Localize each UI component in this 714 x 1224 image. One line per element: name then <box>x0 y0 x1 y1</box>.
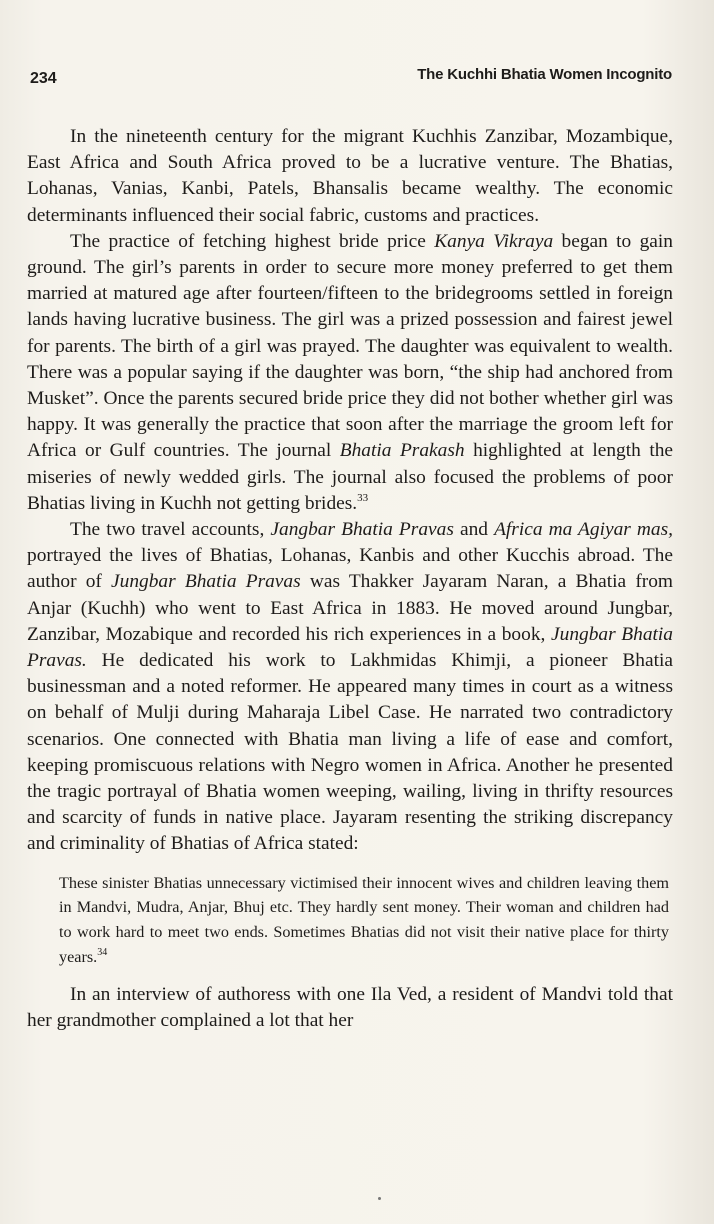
page-speck <box>378 1197 381 1200</box>
footnote-ref-34: 34 <box>97 947 108 959</box>
footnote-ref-33: 33 <box>357 491 369 504</box>
paragraph-1: In the nineteenth century for the migrant Kuchhis Zanzibar, Mozambique, East Africa and South Africa proved to be a lucrative venture. The Bhatias, Lohanas, Vanias, Kanbi, Patels, Bhansalis became wealthy. The economic determinants influenced their social fabric, customs and practices. <box>27 126 673 226</box>
page-number: 234 <box>30 70 57 87</box>
paragraph-3: The two travel accounts, Jangbar Bhatia Pravas and Africa ma Agiyar mas, portrayed the lives of Bhatias, Lohanas, Kanbis and other Kucchis abroad. The author of Jungbar Bhatia Pravas was Thakker Jayaram Naran, a Bhatia from Anjar (Kuchh) who went to East Africa in 1883. He moved around Jungbar, Zanzibar, Mozabique and recorded his rich experiences in a book, Jungbar Bhatia Pravas. He dedicated his work to Lakhmidas Khimji, a pioneer Bhatia businessman and a noted reformer. He appeared many times in court as a witness on behalf of Mulji during Maharaja Libel Case. He narrated two contradictory scenarios. One connected with Bhatia man living a life of ease and comfort, keeping promiscuous relations with Negro women in Africa. Another he presented the tragic portrayal of Bhatia women weeping, wailing, living in thrifty resources and scarcity of funds in native place. Jayaram resenting the striking discrepancy and criminality of Bhatias of Africa stated: <box>27 519 674 855</box>
block-quote: These sinister Bhatias unnecessary victimised their innocent wives and children leaving them in Mandvi, Mudra, Anjar, Bhuj etc. They hardly sent money. Their woman and children had to work hard to meet two ends. Sometimes Bhatias did not visit their native place for thirty years.$^{34}$ <box>59 873 669 967</box>
body-text <box>27 124 673 1034</box>
paragraph-2: The practice of fetching highest bride price Kanya Vikraya began to gain ground. The girl’s parents in order to secure more money preferred to get them married at matured age after fourteen/fifteen to the bridegrooms settled in foreign lands having lucrative business. The girl was a prized possession and fairest jewel for parents. The birth of a girl was prayed. The daughter was equivalent to wealth. There was a popular saying if the daughter was born, “the ship had anchored from Musket”. Once the parents secured bride price they did not bother whether girl was happy. It was generally the practice that soon after the marriage the groom left for Africa or Gulf countries. The journal Bhatia Prakash highlighted at length the miseries of newly wedded girls. The journal also focused the problems of poor Bhatias living in Kuchh not getting brides.$^{33}$ <box>27 230 674 514</box>
running-title: The Kuchhi Bhatia Women Incognito <box>417 66 672 83</box>
paragraph-4: In an interview of authoress with one Ila Ved, a resident of Mandvi told that her grandmother complained a lot that her <box>27 983 673 1032</box>
